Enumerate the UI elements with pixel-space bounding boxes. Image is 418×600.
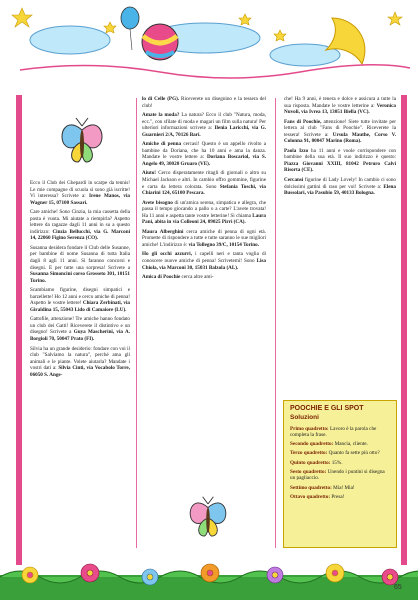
letter-paragraph: Care amiche! Sono Cinzia, la mia cassetta della posta è vuota. Mi aiutate a riempirla? Aspetto lettere da ragazze dagli 11 anni in su a questo indirizzo: Cinzia Bellucchi, via G. Marconi 14, 22060 Figino Serenza (CO). — [30, 209, 130, 242]
solution-item: Ottavo quadretto: Presa! — [290, 493, 345, 500]
flower-icon — [22, 567, 38, 583]
butterfly-icon — [58, 116, 106, 172]
letter-paragraph: Scambiamo figurine, disegni simpatici e barzellette! Ho 12 anni e cerco amiche di penna! Aspetto le vostre lettere! Chiara Zerbinati, via Giraldina 15, 55043 Lido di Camaiore (LU). — [30, 287, 130, 313]
flower-icon — [201, 564, 219, 582]
letter-paragraph: Amiche di penna cercasi! Questo è un appello rivolto a bambine da Doriana, che ha 10 anni e ama la danza. Mandate le vostre lettere a: Doriana Boscariol, via S. Angelo 49, 30020 Gruaro (VE). — [142, 141, 266, 167]
flower-icon — [142, 569, 158, 585]
flower-icon — [81, 564, 99, 582]
letter-paragraph: Avete bisogno di un'amica serena, simpatica e allegra, che passa il tempo giocando a pallo o a carte? L'avete trovata! Ha 11 anni e aspetta tante vostre letterine! Si chiama Laura Pani, abita in via Colleoni 24, 09025 Pirri (CA). — [142, 199, 266, 226]
solution-item: Primo quadretto: Lavoro è la parola che completa la frase. — [290, 425, 377, 438]
letter-paragraph: che! Ha 9 anni, è tenera e dolce e assicura a tutte la sua risposta. Mandate le vostre letterine a: Veronica Nuvoli, via Ivrea 13, 13051 Biella (VC). — [284, 96, 396, 116]
butterfly-icon — [183, 495, 233, 545]
solutions-title: POOCHIE E GLI SPOT — [290, 405, 364, 412]
bottom-flowers-illustration — [0, 555, 418, 600]
solutions-box — [283, 400, 397, 548]
letter-paragraph: Cercansi figurine di Lady Lovely! In cambio ci sono dolcissimi gattini di raso per voi! Scrivete a: Elena Bussolari, via Pasubio 59, 40133 Bologna. — [284, 177, 396, 197]
letter-paragraph: Paola Izzo ha 11 anni e vuole corrispondere con bambine della sua età. Il suo indirizzo è questo: Piazza Giovanni XXIII, 81042 Petruro Calvi Risorta (CE). — [284, 147, 396, 174]
left-border — [16, 95, 22, 565]
flower-icon — [267, 567, 283, 583]
column-divider — [136, 98, 137, 548]
letter-paragraph: Ho gli occhi azzurri, i capelli neri e tanta voglia di conoscere nuove amiche di penna! Scrivetemi! Sono Lisa Chiola, via Marconi 30, 15031 Balzola (AL). — [142, 251, 266, 271]
letter-paragraph: Amate la moda? La natura? Ecco il club "Natura, moda, ecc.", con sfilate di moda e magari un film sulla natura! Per ulteriori informazioni scrivete a: Ilenia Laricchi, via G. Guarnieri 2/A, 70126 Bari. — [142, 112, 267, 138]
letter-paragraph: Amica di Poochie cerca altre ami- — [142, 274, 214, 281]
column-3 — [284, 96, 396, 200]
solutions-subtitle: Soluzioni — [290, 414, 319, 422]
letter-paragraph: Aiuto! Cerco disperatamente ritagli di giornali o altro su Michael Jackson e altri. In cambio offro gommine, figurine e carta da lettera colorata. Sono Stefania Toschi, via Chiarini 124, 65100 Pescara. — [142, 170, 266, 197]
ball-icon — [142, 24, 178, 60]
letter-paragraph: Gattofile, attenzione! Tre amiche hanno fondato un club dei Gatti! Riceverete il distintivo e un disegno! Scrivete a Guya Mascherini, via A. Borgioli 70, 50047 Prato (FI). — [30, 316, 131, 343]
flower-icon — [326, 564, 344, 582]
column-1 — [30, 180, 130, 381]
solution-item: Quinto quadretto: 15%. — [290, 459, 343, 466]
column-divider — [275, 98, 276, 548]
letter-paragraph: Maura Alberghini cerca amiche di penna di ogni età. Promette di rispondere a tutte e tutte saranno le sue migliori amiche! L'indirizzo è: via Tollegno 39/C, 10154 Torino. — [142, 228, 267, 248]
letter-paragraph: lo di Celle (PG). Riceverete un disegnino e la tessera del club! — [142, 96, 266, 109]
solution-item: Secondo quadretto: Mancia, cliente. — [290, 441, 368, 448]
letter-paragraph: Susanna desidera fondare il Club delle Susanne, per bambine di nome Susanna di tutta Italia dagli 8 agli 11 anni. Si faranno concorsi e disegni. E per tutte una sorpresa! Scrivete a Susanna Simoncini corso Grosseto 301, 10151 Torino. — [30, 244, 130, 284]
right-border — [401, 95, 407, 565]
column-2 — [142, 96, 266, 284]
solution-item: Sesto quadretto: Unendo i puntini si disegna un pagliaccio. — [290, 469, 385, 482]
solution-item: Terzo quadretto: Quanto fa sette più otto? — [290, 450, 380, 457]
page-number: 65 — [394, 584, 402, 591]
letter-paragraph: Silvia ha un grande desiderio: fondare con voi il club "Salviamo la natura", perché ama gli animali e le piante. Volete aiutarla? Mandate i vostri dati a: Silvia Cinti, via Vocabolo Torre, 06050 S. Ange- — [30, 345, 130, 378]
letter-paragraph: Fans di Poochie, attenzione! Siete tutte invitate per lettera al club "Fans di Poochie". Riceverete la tessera! Scrivete a: Ursula Mauthe, Corso V. Colonna 91, 00047 Marino (Roma). — [284, 118, 396, 145]
letter-paragraph: Ecco il Club dei Ghepardi in scarpe da tennis! Le mie compagne di scuola si sono già iscritte! Vi interessa? Scrivete a: Irene Manos, via Wagner 15, 07100 Sassari. — [30, 180, 130, 206]
solution-item: Settimo quadretto: Mia! Mia! — [290, 484, 355, 491]
top-illustration — [0, 0, 418, 80]
flower-icon — [382, 569, 398, 585]
